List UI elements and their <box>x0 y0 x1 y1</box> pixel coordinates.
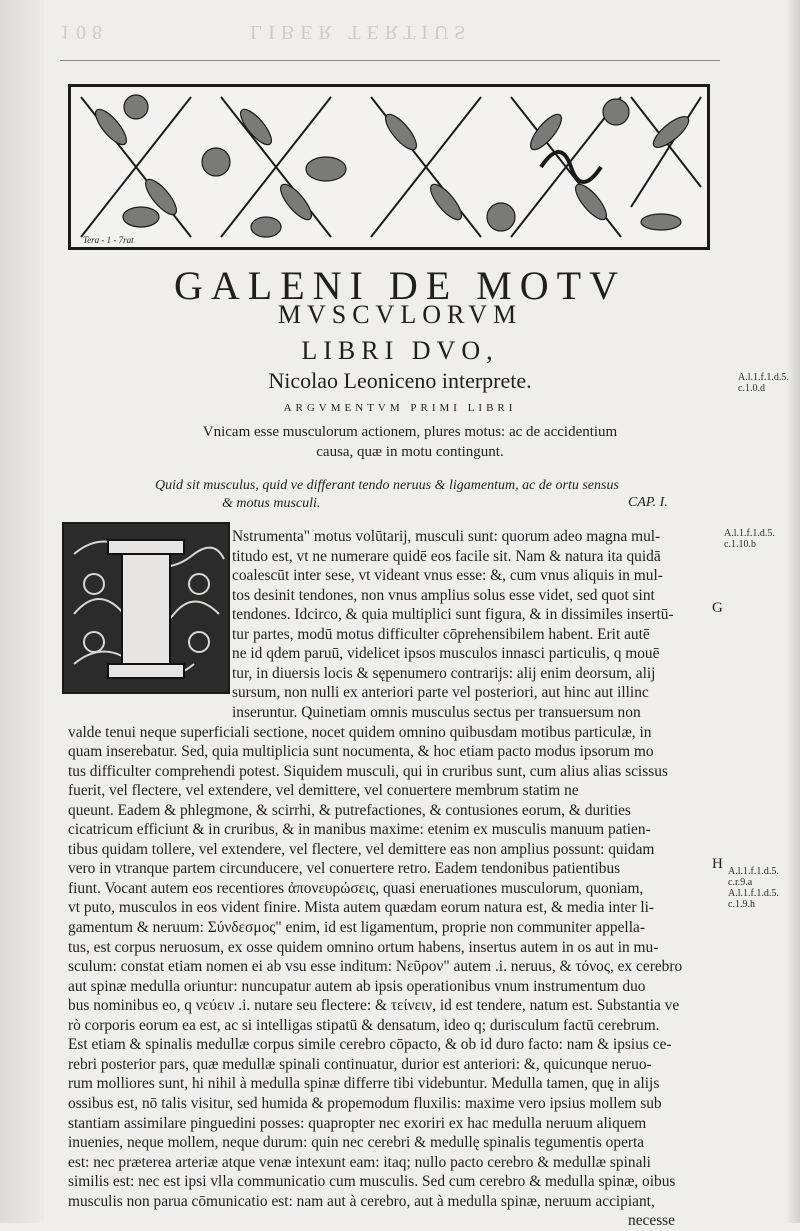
body-line: fuerit, vel flectere, vel extendere, vel demittere, vel conuertere membrum statim ne <box>68 782 579 800</box>
banner-caption: Tera - 1 - 7rat <box>83 235 134 245</box>
body-line: ne id qdem paruū, videlicet ipsos musculos innasci particulis, q mouē <box>232 645 660 663</box>
body-line: Est etiam & spinalis medullæ corpus simile cerebro cōpacto, & ob id duro facto: nam & ipsius ce- <box>68 1036 672 1054</box>
margin-note-1 <box>724 528 775 550</box>
header-rule <box>60 60 720 61</box>
body-line: gamentum & neruum: Σύνδεσμος" enim, id est ligamentum, proprie non communiter appella- <box>68 919 645 936</box>
body-line: rebri posterior pars, quæ medullæ spinali continuatur, durior est anteriori: &, quicunque neruo- <box>68 1055 652 1073</box>
argument-line-2: causa, quæ in motu contingunt. <box>316 444 504 460</box>
banner-woodcut <box>71 87 707 247</box>
decorated-initial <box>62 522 230 694</box>
body-line: stantiam assimilare pinguedini posses: quapropter nec exoriri ex hac medulla neruum aliquem <box>68 1114 647 1132</box>
chapter-label: CAP. I. <box>628 495 668 510</box>
body-line: Nstrumenta" motus volūtarij, musculi sunt: quorum adeo magna mul- <box>232 528 661 545</box>
translator-line: Nicolao Leoniceno interprete. <box>268 368 532 393</box>
initial-letter-i-ornament <box>64 524 228 692</box>
body-line: valde tenui neque superficiali sectione, nocet quidem omnino quibusdam motibus particulæ, in <box>68 723 652 741</box>
margin-note-2-line-2: c.r.9.a <box>728 877 753 888</box>
running-head: LIBER TERTIUS <box>250 21 472 43</box>
margin-note-2 <box>728 866 779 910</box>
body-line: similis est: nec est ipsi vlla communicatio cum musculis. Sed cum cerebro & medulla spinæ, oibus <box>68 1173 676 1191</box>
margin-note-1-line-1: A.l.1.f.1.d.5. <box>724 528 775 539</box>
body-line: tur partes, modū motus difficulter cōprehensibilem habent. Erit autē <box>232 625 650 643</box>
margin-note-1-line-2: c.1.10.b <box>724 539 756 550</box>
page-left-margin <box>0 0 44 1223</box>
margin-note-3-line-2: c.1.0.d <box>738 383 765 394</box>
body-line: est: nec præterea arteriæ atque venæ intexunt eam: itaq; nullo pacto cerebro & medullæ spinali <box>68 1153 651 1171</box>
body-line: aut spinæ medulla oriuntur: nuncupatur autem ab ipsis operationibus vnum instrumentum duo <box>68 977 646 995</box>
body-line: titudo est, vt ne numerare quidē eos facile sit. Nam & natura ita quidā <box>232 547 661 565</box>
body-line: inseruntur. Quinetiam omnis musculus sectus per transuersum non <box>232 703 641 721</box>
decorative-banner <box>68 84 710 250</box>
body-line: vt puto, musculos in eos vident finire. Mista autem quædam eorum natura est, & media inter li- <box>68 899 655 917</box>
body-line: necesse <box>628 1212 675 1230</box>
margin-note-2-line-4: c.1.9.h <box>728 899 755 910</box>
body-line: coalescūt inter sese, vt videant vnus esse: &, cum vnus aliquis in mul- <box>232 567 663 585</box>
body-line: tos desinit tendones, non vnus amplius solus esse videt, sed quot sint <box>232 586 655 604</box>
body-line: queunt. Eadem & phlegmone, & scirrhi, & putrefactiones, & contusiones eorum, & durities <box>68 801 631 819</box>
body-line: quam inserebatur. Sed, quia multiplicia sunt nocumenta, & hoc etiam pacto modus ipsorum mo <box>68 743 654 761</box>
argument-line-1: Vnicam esse musculorum actionem, plures motus: ac de accidentium <box>202 424 618 440</box>
body-line: bus nominibus eo, q νεύειν .i. nutare seu flectere: & τείνειν, id est tendere, natum est. Substantia ve <box>68 997 680 1015</box>
margin-note-3 <box>738 372 789 394</box>
incipit-line-2: & motus musculi. <box>222 496 321 511</box>
body-line: tus difficulter comprehendi potest. Siquidem musculi, qui in cruribus sunt, cum alius alias scissus <box>68 762 668 780</box>
page-number: 108 <box>60 21 108 43</box>
margin-letter-h: H <box>712 856 723 872</box>
title-line-3: LIBRI DVO, <box>301 336 499 365</box>
body-line: tur, in diuersis locis & sępenumero contrarijs: alij enim deorsum, alij <box>232 664 656 682</box>
body-line: ossibus est, nō talis visitur, sed humida & propemodum fluxilis: maxime vero ipsius mollem sub <box>68 1094 662 1112</box>
body-line: inuenies, neque mollem, neque durum: quin nec cerebri & medullę spinalis tegumentis operta <box>68 1134 645 1152</box>
margin-letter-g: G <box>712 600 723 616</box>
page-right-margin <box>786 0 800 1223</box>
body-line: sursum, non nulli ex anteriori parte vel posteriori, aut hinc aut illinc <box>232 684 649 702</box>
margin-note-2-line-1: A.l.1.f.1.d.5. <box>728 866 779 877</box>
margin-note-3-line-1: A.l.1.f.1.d.5. <box>738 372 789 383</box>
incipit-line-1: Quid sit musculus, quid ve differant tendo neruus & ligamentum, ac de ortu sensus <box>155 478 619 493</box>
body-line: tus, est corpus neruosum, ex osse quidem omnino ortum habens, insertus autem in os aut in mu- <box>68 938 659 956</box>
margin-note-2-line-3: A.l.1.f.1.d.5. <box>728 888 779 899</box>
body-line: sculum: constat etiam nomen ei ab vsu esse inditum: Νεῦρον" autem .i. neruus, & τόνος, ex cerebro <box>68 958 683 976</box>
body-line: tendones. Idcirco, & quia multiplici sunt figura, & in dissimiles insertū- <box>232 606 674 624</box>
body-line: tibus quidam tollere, vel extendere, vel flectere, vel demittere eas non amplius possunt: quidam <box>68 840 655 858</box>
body-line: rò corporis eorum ea est, ac si intelligas stipatū & densatum, ideo q; durisculum factū cerebrum. <box>68 1016 660 1034</box>
body-line: rum molliores sunt, hi nihil à medulla spinæ differre tibi videbuntur. Medulla tamen, quę in alijs <box>68 1075 660 1093</box>
title-line-2: MVSCVLORVM <box>277 300 523 329</box>
body-line: vero in vtranque partem circunducere, vel conuertere retro. Eadem tendonibus patientibus <box>68 860 621 878</box>
body-line: musculis non parua cōmunicatio est: nam aut à cerebro, aut à medulla spinæ, neruum accipiant, <box>68 1192 655 1210</box>
title-line-1: GALENI DE MOTV <box>174 263 626 308</box>
argument-heading: ARGVMENTVM PRIMI LIBRI <box>283 402 517 414</box>
body-line: cicatricum efficiunt & in cruribus, & in manibus maxime: etenim ex musculis manuum patien- <box>68 821 651 839</box>
body-line: fiunt. Vocant autem eos recentiores ἀπονευρώσεις, quasi eneruationes musculorum, quoniam, <box>68 879 644 897</box>
